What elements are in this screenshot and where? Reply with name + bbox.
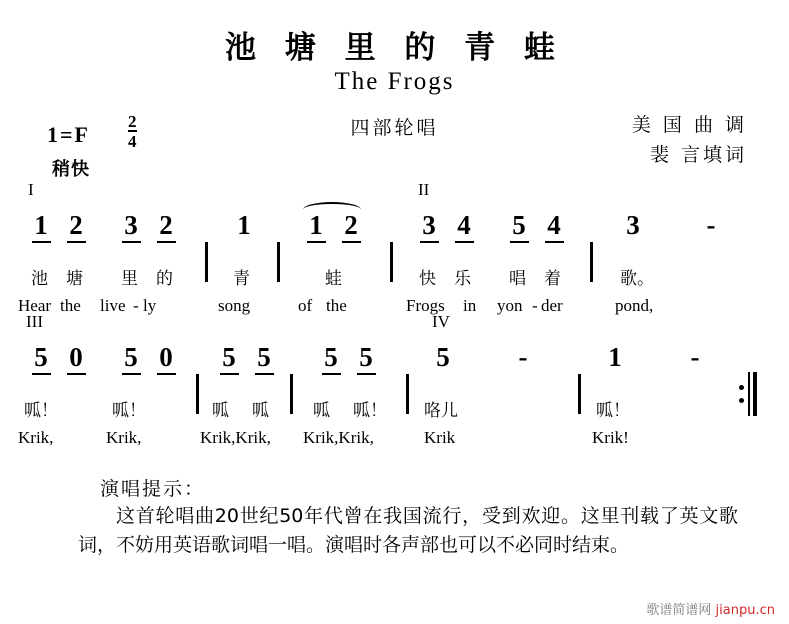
eighth-beam-underline xyxy=(122,369,141,375)
lyric-syllable-english: Krik,Krik, xyxy=(303,428,374,447)
lyric-syllable-chinese: 塘 xyxy=(66,269,83,289)
lyric-syllable-chinese: 呱 xyxy=(212,401,229,421)
lyric-syllable-chinese: 呱 xyxy=(313,401,330,421)
subtitle: 四部轮唱 xyxy=(350,117,439,139)
lyric-syllable-chinese: 青 xyxy=(233,269,250,289)
sustain-dash: - xyxy=(706,210,716,240)
note: 2 xyxy=(65,210,87,243)
performance-notes-body: 这首轮唱曲20世纪50年代曾在我国流行，受到欢迎。这里刊载了英文歌词，不妨用英语歌词唱一唱。演唱时各声部也可以不必同时结束。 xyxy=(78,505,738,557)
barline xyxy=(277,242,280,282)
note: 3 xyxy=(418,210,440,243)
repeat-dot xyxy=(739,385,744,390)
note: 5 xyxy=(218,342,240,375)
lyric-syllable-chinese: 池 xyxy=(31,269,48,289)
note: 5 xyxy=(30,342,52,375)
barline xyxy=(290,374,293,414)
note: 5 xyxy=(508,210,530,243)
barline xyxy=(406,374,409,414)
lyric-syllable-english: Krik xyxy=(424,428,456,447)
key-signature-value: F xyxy=(74,122,88,147)
note: 5 xyxy=(320,342,342,375)
key-signature-label: 1 xyxy=(47,122,58,147)
note-row-1 xyxy=(0,210,789,254)
lyric-syllable-english: the xyxy=(60,296,81,315)
lyric-syllable-english: pond, xyxy=(615,296,654,315)
note: 2 xyxy=(155,210,177,243)
note: 5 xyxy=(253,342,275,375)
barline xyxy=(590,242,593,282)
note: 5 xyxy=(120,342,142,375)
eighth-beam-underline xyxy=(510,237,529,243)
lyric-syllable-chinese: 歌。 xyxy=(620,269,654,289)
eighth-beam-underline xyxy=(122,237,141,243)
lyric-syllable-chinese: 呱 xyxy=(252,401,269,421)
lyric-syllable-chinese: 里 xyxy=(121,269,138,289)
note: 3 xyxy=(626,210,640,240)
watermark-prefix: 歌谱简谱网 xyxy=(646,603,712,618)
barline xyxy=(196,374,199,414)
lyric-syllable-english: Krik! xyxy=(592,428,629,447)
lyric-syllable-chinese: 快 xyxy=(419,269,436,289)
eighth-beam-underline xyxy=(455,237,474,243)
lyric-syllable-english: ly xyxy=(143,296,157,315)
lyric-syllable-english: der xyxy=(541,296,563,315)
eighth-beam-underline xyxy=(32,369,51,375)
note: 1 xyxy=(237,210,251,240)
key-signature-equals: = xyxy=(60,122,73,147)
eighth-beam-underline xyxy=(545,237,564,243)
eighth-beam-underline xyxy=(157,369,176,375)
lyric-syllable-english: the xyxy=(326,296,347,315)
watermark-site: jianpu.cn xyxy=(715,603,775,618)
lyric-syllable-english: Frogs xyxy=(406,296,445,315)
voice-label: I xyxy=(28,180,34,199)
lyric-syllable-english: - xyxy=(532,296,538,315)
lyric-syllable-chinese: 着 xyxy=(544,269,561,289)
eighth-beam-underline xyxy=(357,369,376,375)
note: 2 xyxy=(340,210,362,243)
lyric-syllable-english: Hear xyxy=(18,296,52,315)
eighth-beam-underline xyxy=(342,237,361,243)
eighth-beam-underline xyxy=(307,237,326,243)
eighth-beam-underline xyxy=(32,237,51,243)
note: 1 xyxy=(608,342,622,372)
lyric-syllable-english: yon xyxy=(497,296,523,315)
time-signature xyxy=(128,113,137,150)
lyric-syllable-english: song xyxy=(218,296,251,315)
time-signature-numerator: 2 xyxy=(128,112,137,131)
barline-thick xyxy=(753,372,757,416)
watermark xyxy=(646,599,775,618)
eighth-beam-underline xyxy=(67,237,86,243)
lyric-syllable-chinese: 的 xyxy=(156,269,173,289)
lyric-syllable-english: Krik,Krik, xyxy=(200,428,271,447)
note: 0 xyxy=(65,342,87,375)
note: 0 xyxy=(155,342,177,375)
lyric-syllable-chinese: 呱！ xyxy=(24,401,58,421)
lyric-syllable-chinese: 蛙 xyxy=(325,269,342,289)
note: 1 xyxy=(30,210,52,243)
barline xyxy=(205,242,208,282)
barline xyxy=(390,242,393,282)
sustain-dash: - xyxy=(690,342,700,372)
lyric-syllable-english: Krik, xyxy=(106,428,142,447)
slur-arc xyxy=(303,202,361,217)
performance-notes-heading: 演唱提示： xyxy=(100,478,206,500)
barline xyxy=(578,374,581,414)
barline-thin xyxy=(748,372,750,416)
sustain-dash: - xyxy=(518,342,528,372)
credit-composer: 美 国 曲 调 xyxy=(631,114,747,136)
note-row-2 xyxy=(0,342,789,386)
lyric-syllable-chinese: 乐 xyxy=(454,269,471,289)
voice-label: IV xyxy=(432,312,450,331)
lyric-syllable-english: Krik, xyxy=(18,428,54,447)
voice-label: II xyxy=(418,180,430,199)
lyric-syllable-english: of xyxy=(298,296,313,315)
lyric-syllable-chinese: 呱！ xyxy=(596,401,630,421)
page-title-english: The Frogs xyxy=(334,68,455,95)
note: 4 xyxy=(543,210,565,243)
credit-lyricist: 裴 言填词 xyxy=(649,144,747,166)
lyric-syllable-english: in xyxy=(463,296,477,315)
note: 5 xyxy=(355,342,377,375)
key-signature xyxy=(47,122,88,148)
lyric-syllable-english: - xyxy=(133,296,139,315)
time-signature-denominator: 4 xyxy=(128,132,137,151)
lyric-syllable-chinese: 呱！ xyxy=(353,401,387,421)
eighth-beam-underline xyxy=(220,369,239,375)
eighth-beam-underline xyxy=(157,237,176,243)
eighth-beam-underline xyxy=(67,369,86,375)
repeat-dot xyxy=(739,398,744,403)
voice-label: III xyxy=(26,312,43,331)
page-title-chinese: 池 塘 里 的 青 蛙 xyxy=(225,30,564,66)
lyric-syllable-chinese: 唱 xyxy=(509,269,526,289)
tempo-marking: 稍快 xyxy=(52,159,90,180)
eighth-beam-underline xyxy=(255,369,274,375)
note: 5 xyxy=(436,342,450,372)
lyric-syllable-chinese: 咯儿 xyxy=(424,401,458,421)
lyric-syllable-chinese: 呱！ xyxy=(112,401,146,421)
eighth-beam-underline xyxy=(322,369,341,375)
note: 1 xyxy=(305,210,327,243)
note: 4 xyxy=(453,210,475,243)
note: 3 xyxy=(120,210,142,243)
lyric-syllable-english: live xyxy=(100,296,126,315)
eighth-beam-underline xyxy=(420,237,439,243)
